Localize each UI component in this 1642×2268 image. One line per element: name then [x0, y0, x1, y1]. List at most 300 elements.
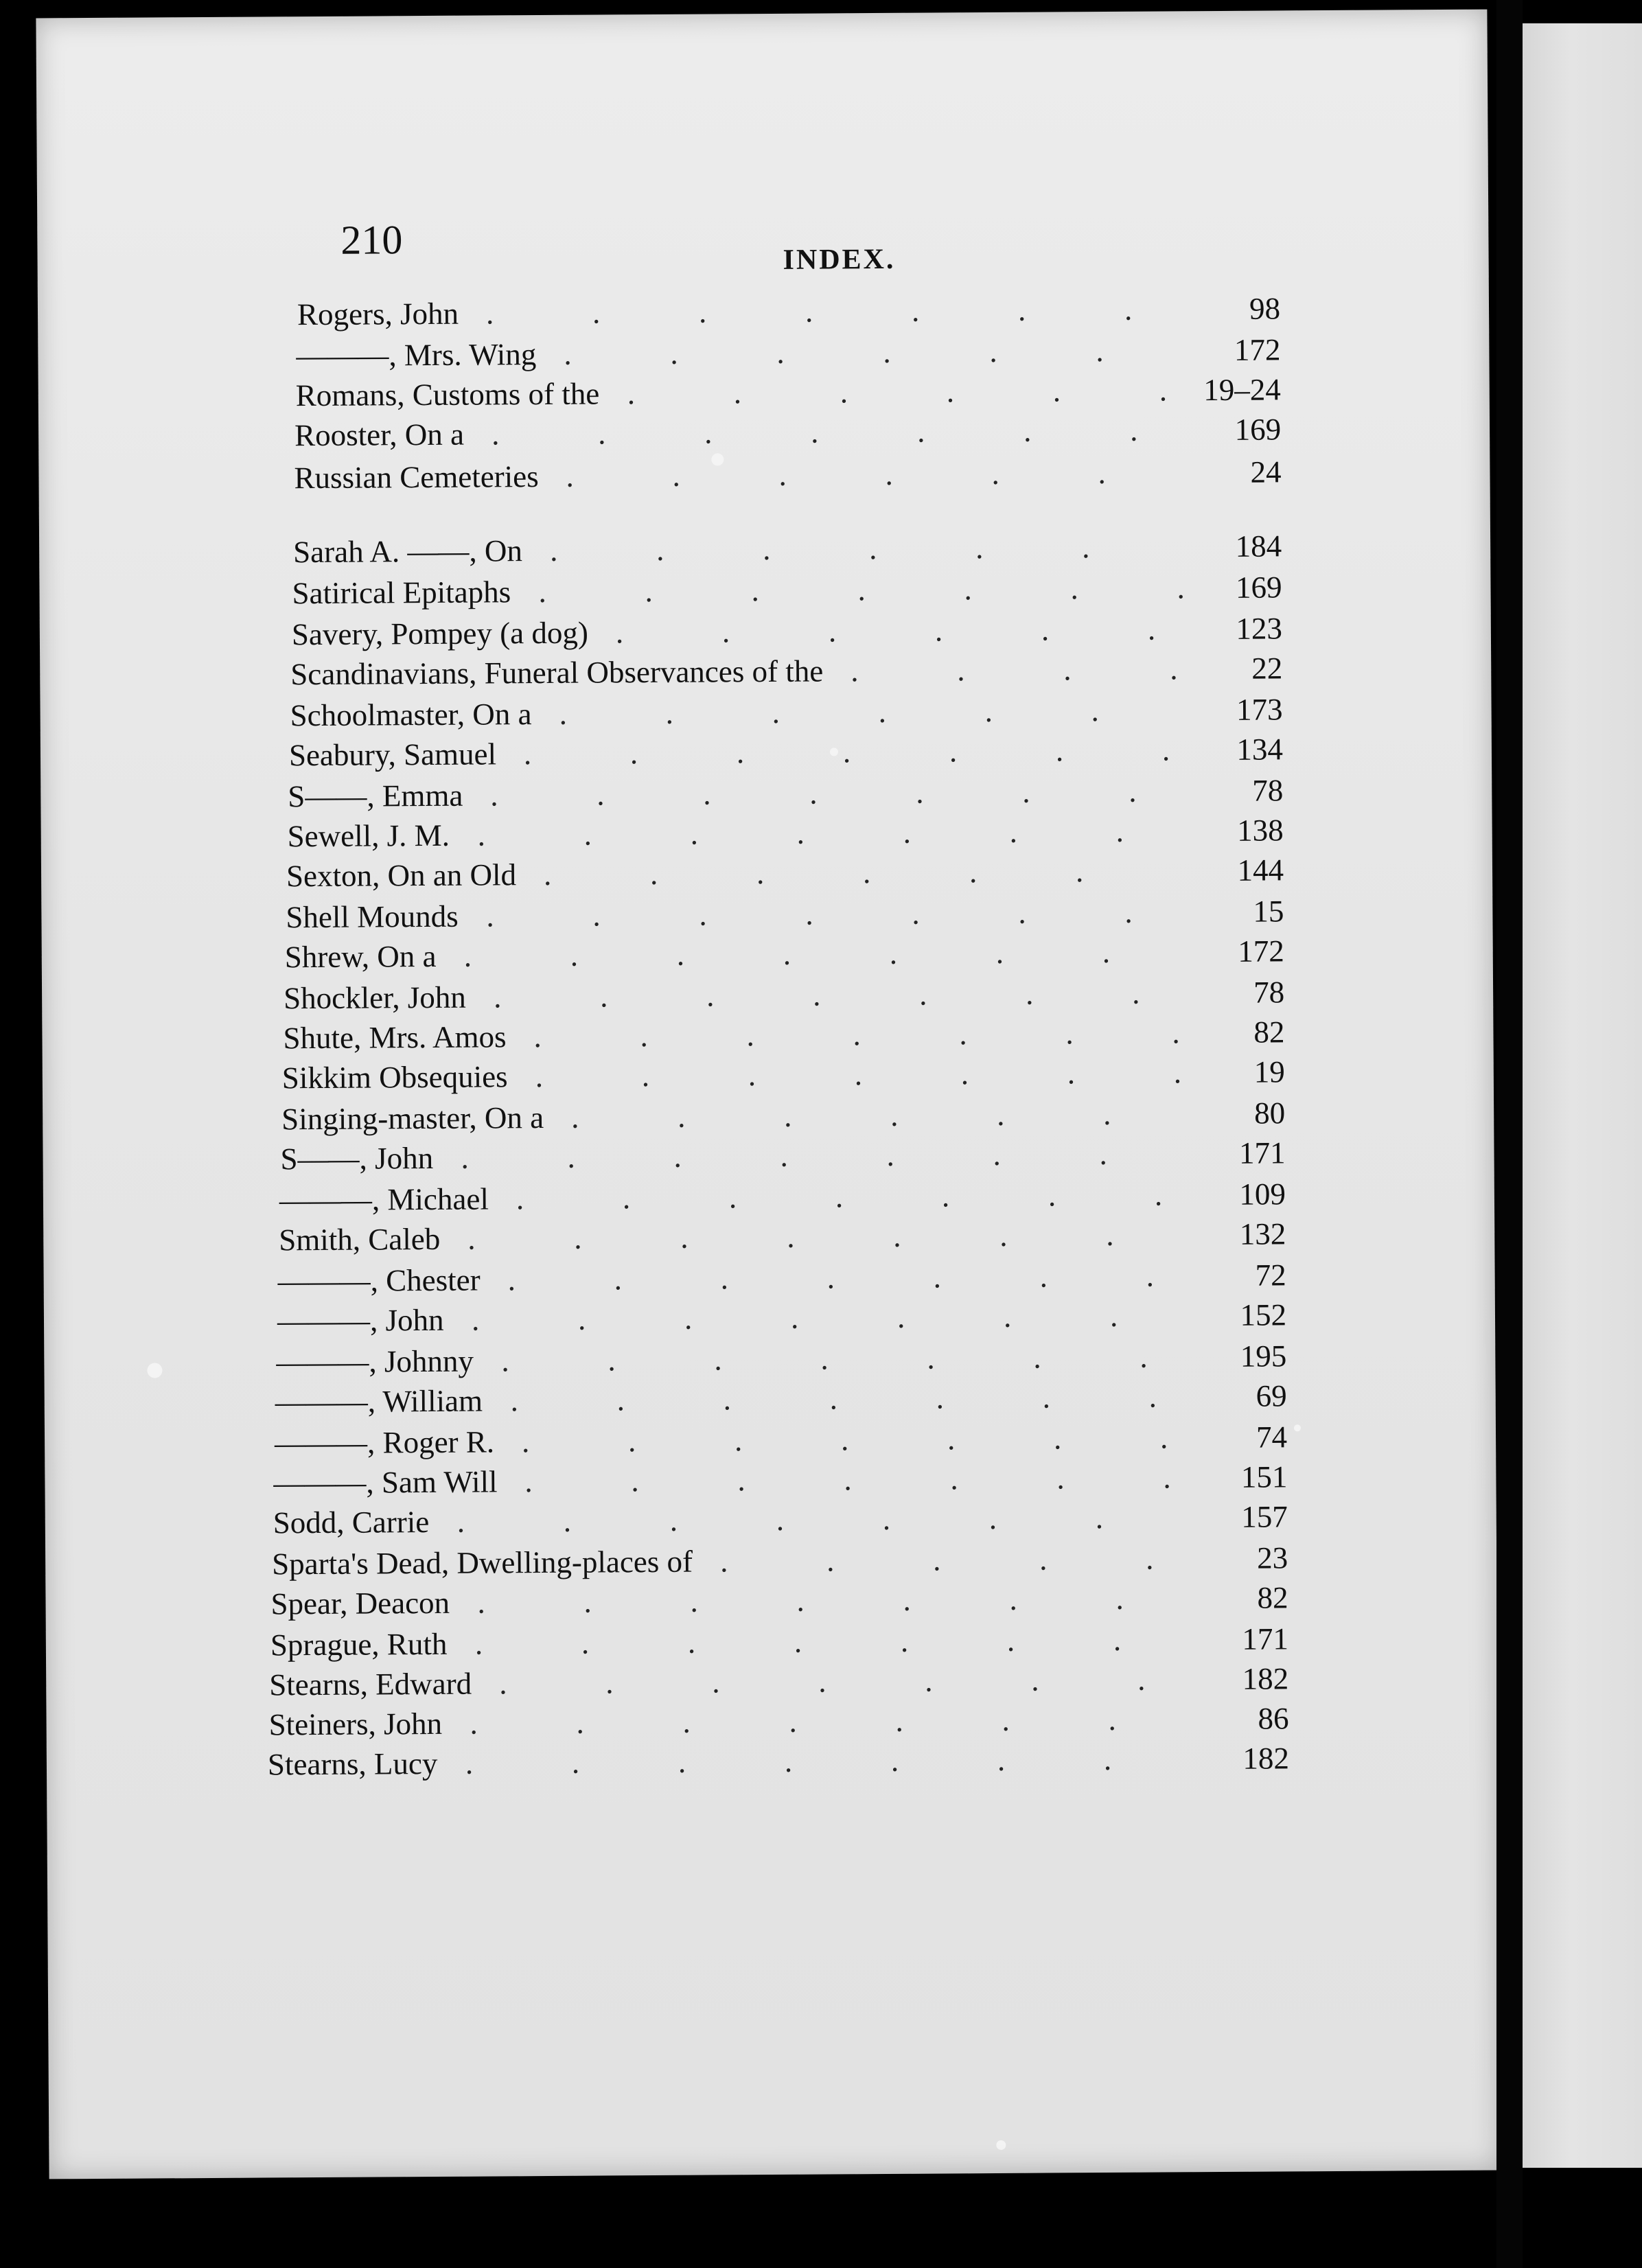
- dot-leader: .: [912, 896, 920, 931]
- dot-leader: .: [900, 1623, 909, 1658]
- dot-leader: .: [499, 1666, 507, 1701]
- index-entry-label: Sarah A. ——, On: [293, 533, 523, 570]
- dot-leader: .: [501, 1343, 509, 1378]
- dot-leader: .: [583, 1584, 592, 1619]
- dot-leader: .: [829, 1381, 838, 1416]
- dot-leader: .: [780, 1138, 788, 1173]
- dot-leader: .: [682, 1704, 691, 1739]
- dot-leader: .: [1055, 733, 1064, 768]
- dot-leader: .: [1124, 292, 1133, 327]
- dot-leader: .: [810, 415, 819, 450]
- index-entry: [294, 411, 1281, 459]
- dot-leader: .: [676, 937, 685, 972]
- dot-leader: .: [463, 938, 472, 973]
- dot-leader: .: [538, 574, 546, 610]
- dot-leader: .: [706, 978, 715, 1013]
- dot-leader: .: [703, 776, 711, 811]
- dot-leader: .: [933, 1260, 942, 1295]
- dot-leader: .: [762, 531, 771, 567]
- dot-leader: .: [629, 736, 638, 771]
- dot-leader: .: [776, 335, 785, 370]
- dot-leader: .: [868, 531, 877, 566]
- dot-leader: .: [995, 935, 1004, 970]
- dot-leader: .: [1154, 1177, 1163, 1212]
- dot-leader: .: [1033, 1340, 1041, 1375]
- index-entry-page-number: 171: [1238, 1135, 1286, 1170]
- index-entry-page-number: 69: [1256, 1378, 1287, 1413]
- dot-leader: .: [721, 614, 730, 649]
- dot-leader: .: [969, 855, 978, 890]
- dot-leader: .: [946, 374, 955, 409]
- dot-leader: .: [737, 1463, 745, 1498]
- index-entry-page-number: 82: [1257, 1580, 1288, 1615]
- dot-leader: .: [1148, 1379, 1157, 1414]
- dot-leader: .: [934, 613, 943, 648]
- dot-leader: .: [897, 1299, 905, 1334]
- page-number: 210: [340, 217, 403, 263]
- dot-leader: .: [576, 1705, 584, 1740]
- dot-leader: .: [614, 1262, 623, 1297]
- running-head: INDEX.: [783, 243, 896, 276]
- index-entry-label: Shrew, On a: [284, 938, 437, 975]
- index-entry: [290, 650, 1282, 697]
- index-entry-label: Sikkim Obsequies: [281, 1059, 508, 1096]
- dot-leader: .: [794, 1624, 802, 1659]
- dot-leader: .: [678, 1744, 686, 1779]
- dot-leader: .: [984, 693, 993, 729]
- dot-leader: .: [756, 856, 765, 891]
- dot-leader: .: [960, 1056, 969, 1091]
- dot-leader: .: [510, 1383, 519, 1418]
- dot-leader: .: [690, 1584, 698, 1619]
- dot-leader: .: [559, 696, 568, 731]
- index-entry: [279, 1216, 1286, 1263]
- index-entry-page-number: 173: [1236, 692, 1283, 727]
- index-entry-label: Savery, Pompey (a dog): [291, 615, 589, 652]
- index-entry-label: Scandinavians, Funeral Observances of the: [290, 653, 824, 692]
- dot-leader: .: [615, 615, 624, 650]
- dot-leader: .: [574, 1220, 582, 1256]
- dot-leader: .: [911, 293, 920, 328]
- dot-leader: .: [826, 1260, 835, 1295]
- dot-leader: .: [486, 899, 494, 934]
- dot-leader: .: [567, 1139, 575, 1174]
- index-entry-page-number: 19: [1253, 1054, 1285, 1089]
- dot-leader: .: [723, 1382, 732, 1417]
- index-entry-label: Singing-master, On a: [281, 1100, 544, 1137]
- dot-leader: .: [886, 1137, 894, 1172]
- dot-leader: .: [641, 1058, 650, 1094]
- dot-leader: .: [734, 1423, 743, 1458]
- dot-leader: .: [903, 1582, 911, 1617]
- index-entry-page-number: 80: [1254, 1096, 1286, 1131]
- dot-leader: .: [698, 294, 707, 329]
- index-entry-page-number: 72: [1255, 1258, 1286, 1293]
- dot-leader: .: [720, 1261, 729, 1296]
- index-entry-page-number: 86: [1258, 1701, 1289, 1736]
- dot-leader: .: [490, 778, 498, 813]
- dot-leader: .: [746, 1018, 754, 1053]
- dot-leader: .: [474, 1626, 483, 1661]
- dot-leader: .: [581, 1625, 590, 1660]
- dot-leader: .: [1031, 1663, 1039, 1698]
- dot-leader: .: [812, 977, 821, 1012]
- index-entry-page-number: 24: [1250, 454, 1282, 489]
- dot-leader: .: [712, 1665, 720, 1700]
- dot-leader: .: [1096, 333, 1104, 369]
- dot-leader: .: [1009, 1582, 1017, 1617]
- index-entry-page-number: 195: [1240, 1339, 1287, 1374]
- dot-leader: .: [687, 1625, 696, 1660]
- dot-leader: .: [673, 1139, 682, 1174]
- dot-leader: .: [627, 1424, 636, 1459]
- book-gutter: [1496, 0, 1523, 2268]
- dot-leader: .: [784, 1744, 793, 1779]
- dot-leader: .: [728, 1180, 737, 1215]
- paper-speck: [830, 748, 838, 756]
- dot-leader: .: [672, 458, 680, 493]
- index-entry-page-number: 138: [1237, 813, 1284, 848]
- index-entry: [292, 569, 1282, 616]
- dot-leader: .: [1113, 1622, 1122, 1657]
- dot-leader: .: [1177, 570, 1185, 605]
- dot-leader: .: [947, 1422, 956, 1457]
- index-entry-label: Schoolmaster, On a: [290, 697, 532, 733]
- index-entry-page-number: 132: [1239, 1216, 1286, 1251]
- dot-leader: .: [1109, 1298, 1118, 1333]
- dot-leader: .: [1103, 1096, 1111, 1132]
- dot-leader: .: [784, 1098, 792, 1133]
- paper-speck: [711, 453, 724, 465]
- dot-leader: .: [828, 614, 837, 649]
- index-entry-label: Russian Cemeteries: [294, 459, 539, 496]
- dot-leader: .: [1163, 1460, 1171, 1495]
- dot-leader: .: [1172, 1015, 1180, 1050]
- index-entry: [280, 1135, 1285, 1182]
- dot-leader: .: [516, 1181, 524, 1216]
- index-entry-page-number: 144: [1237, 853, 1284, 888]
- dot-leader: .: [941, 1179, 950, 1214]
- index-entry-page-number: 172: [1238, 934, 1284, 969]
- dot-leader: .: [826, 1543, 835, 1578]
- dot-leader: .: [521, 1424, 530, 1459]
- dot-leader: .: [622, 1181, 631, 1216]
- dot-leader: .: [1095, 1501, 1104, 1536]
- dot-leader: .: [1137, 1662, 1146, 1697]
- paper-speck: [996, 2140, 1006, 2150]
- index-entry-label: Stearns, Lucy: [267, 1746, 438, 1782]
- dot-leader: .: [925, 1663, 933, 1698]
- dot-leader: .: [1006, 1623, 1015, 1658]
- dot-leader: .: [1056, 1461, 1065, 1496]
- index-entry-label: Seabury, Samuel: [288, 737, 497, 773]
- dot-leader: .: [1041, 612, 1050, 647]
- dot-leader: .: [665, 695, 674, 730]
- dot-leader: .: [809, 776, 818, 811]
- dot-leader: .: [1098, 455, 1106, 491]
- dot-leader: .: [1039, 1542, 1048, 1577]
- dot-leader: .: [733, 375, 742, 410]
- index-entry: [275, 1378, 1287, 1425]
- dot-leader: .: [645, 574, 653, 609]
- dot-leader: .: [704, 415, 713, 450]
- dot-leader: .: [1161, 732, 1170, 767]
- facing-page-edge: [1523, 23, 1642, 2168]
- dot-leader: .: [1053, 1421, 1062, 1456]
- dot-leader: .: [1081, 530, 1090, 565]
- index-entry-label: ———, Michael: [279, 1181, 489, 1218]
- index-entry-page-number: 15: [1253, 894, 1284, 929]
- index-entry: [293, 528, 1282, 575]
- dot-leader: .: [840, 375, 848, 410]
- dot-leader: .: [1115, 813, 1124, 848]
- dot-leader: .: [656, 532, 664, 567]
- index-entry: [297, 290, 1280, 338]
- paper-speck: [1294, 1424, 1301, 1431]
- index-entry-label: Spear, Deacon: [270, 1585, 450, 1621]
- dot-leader: .: [842, 734, 851, 769]
- dot-leader: .: [885, 456, 893, 491]
- dot-leader: .: [789, 1704, 797, 1739]
- index-entry-page-number: 82: [1253, 1015, 1285, 1050]
- dot-leader: .: [778, 457, 787, 492]
- dot-leader: .: [783, 936, 791, 971]
- dot-leader: .: [485, 296, 494, 331]
- dot-leader: .: [592, 898, 601, 933]
- dot-leader: .: [467, 1221, 476, 1256]
- dot-leader: .: [964, 572, 972, 607]
- dot-leader: .: [895, 1703, 903, 1738]
- index-entry-label: Shute, Mrs. Amos: [283, 1019, 507, 1056]
- dot-leader: .: [997, 1097, 1005, 1132]
- dot-leader: .: [1075, 854, 1084, 889]
- index-entry-page-number: 171: [1242, 1621, 1289, 1656]
- dot-leader: .: [669, 1503, 678, 1538]
- index-entry-page-number: 109: [1239, 1177, 1286, 1212]
- dot-leader: .: [1145, 1541, 1154, 1576]
- dot-leader: .: [1173, 1055, 1182, 1090]
- dot-leader: .: [959, 1017, 967, 1052]
- dot-leader: .: [1091, 693, 1099, 728]
- dot-leader: .: [605, 1665, 614, 1700]
- dot-leader: .: [1108, 1702, 1116, 1737]
- index-entry-label: ———, Chester: [277, 1262, 481, 1299]
- dot-leader: .: [993, 1137, 1001, 1172]
- index-entry: [277, 1297, 1286, 1344]
- dot-leader: .: [736, 735, 745, 770]
- dot-leader: .: [805, 294, 813, 329]
- dot-leader: .: [903, 815, 912, 850]
- dot-leader: .: [988, 1501, 997, 1536]
- dot-leader: .: [1140, 1339, 1148, 1374]
- dot-leader: .: [1106, 1217, 1114, 1252]
- dot-leader: .: [678, 1099, 686, 1134]
- index-entry: [270, 1579, 1288, 1627]
- index-entry-label: Stearns, Edward: [269, 1666, 472, 1702]
- dot-leader: .: [670, 336, 678, 371]
- dot-leader: .: [1159, 1420, 1168, 1455]
- index-entry-label: Rooster, On a: [294, 417, 465, 453]
- index-entry: [285, 933, 1284, 980]
- dot-leader: .: [680, 1220, 689, 1255]
- dot-leader: .: [493, 980, 502, 1015]
- dot-leader: .: [1103, 1741, 1112, 1777]
- dot-leader: .: [1146, 1258, 1155, 1293]
- dot-leader: .: [840, 1422, 849, 1457]
- dot-leader: .: [1009, 814, 1018, 849]
- dot-leader: .: [851, 653, 859, 688]
- dot-leader: .: [507, 1262, 516, 1297]
- dot-leader: .: [927, 1341, 935, 1376]
- index-entry: [268, 1740, 1289, 1787]
- dot-leader: .: [720, 1544, 728, 1579]
- dot-leader: .: [564, 336, 572, 371]
- dot-leader: .: [627, 376, 636, 411]
- dot-leader: .: [699, 897, 707, 932]
- index-entry-page-number: 184: [1235, 529, 1282, 564]
- index-entry-label: Romans, Customs of the: [295, 376, 600, 413]
- index-entry-page-number: 172: [1234, 332, 1281, 367]
- index-entry-label: ———, John: [277, 1302, 444, 1339]
- dot-leader: .: [1063, 652, 1072, 687]
- dot-leader: .: [456, 1504, 465, 1539]
- dot-leader: .: [583, 817, 592, 852]
- dot-leader: .: [989, 334, 997, 369]
- dot-leader: .: [999, 1218, 1008, 1253]
- index-entry-label: Rogers, John: [297, 296, 459, 332]
- index-entry-label: Sodd, Carrie: [273, 1505, 430, 1540]
- dot-leader: .: [844, 1462, 852, 1497]
- index-entry-label: Steiners, John: [268, 1706, 443, 1742]
- dot-leader: .: [1065, 1016, 1074, 1051]
- index-entry-page-number: 74: [1256, 1420, 1288, 1455]
- dot-leader: .: [592, 295, 601, 330]
- index-entry-page-number: 169: [1235, 570, 1282, 605]
- dot-leader: .: [1129, 413, 1138, 448]
- index-entry: [273, 1498, 1288, 1546]
- index-entry-label: ———, William: [275, 1383, 483, 1420]
- dot-leader: .: [748, 1058, 756, 1093]
- dot-leader: .: [1102, 934, 1111, 970]
- index-entry-page-number: 157: [1241, 1499, 1288, 1534]
- dot-leader: .: [882, 1501, 891, 1536]
- index-entry-label: ———, Sam Will: [273, 1464, 498, 1501]
- dot-leader: .: [1025, 976, 1034, 1011]
- dot-leader: .: [818, 1664, 826, 1699]
- dot-leader: .: [790, 1300, 799, 1335]
- dot-leader: .: [1022, 774, 1030, 809]
- dot-leader: .: [599, 979, 608, 1014]
- book-page: [36, 10, 1500, 2179]
- index-entry-page-number: 151: [1240, 1459, 1288, 1494]
- index-entry-label: Smith, Caleb: [279, 1221, 441, 1258]
- index-entry-label: Sewell, J. M.: [287, 818, 450, 854]
- dot-leader: .: [916, 414, 925, 449]
- dot-leader: .: [893, 1218, 901, 1253]
- dot-leader: .: [1129, 774, 1137, 809]
- index-entry-page-number: 23: [1256, 1540, 1288, 1575]
- index-entry: [282, 1054, 1285, 1101]
- dot-leader: .: [862, 855, 871, 890]
- dot-leader: .: [566, 459, 574, 494]
- dot-leader: .: [883, 334, 891, 369]
- index-entry: [294, 454, 1281, 501]
- dot-leader: .: [853, 1017, 861, 1052]
- index-entry-page-number: 123: [1236, 611, 1283, 646]
- dot-leader: .: [805, 896, 813, 931]
- dot-leader: .: [796, 815, 805, 850]
- dot-leader: .: [571, 1745, 580, 1780]
- index-entry-label: Shockler, John: [283, 980, 466, 1016]
- dot-leader: .: [1052, 373, 1061, 408]
- dot-leader: .: [570, 938, 579, 973]
- dot-leader: .: [1048, 1178, 1056, 1213]
- index-entry-label: Sexton, On an Old: [286, 857, 517, 894]
- dot-leader: .: [714, 1342, 722, 1377]
- dot-leader: .: [854, 1057, 863, 1092]
- dot-leader: .: [932, 1542, 941, 1577]
- dot-leader: .: [461, 1140, 469, 1175]
- index-entry-page-number: 78: [1252, 773, 1284, 808]
- dot-leader: .: [571, 1100, 579, 1135]
- index-entry-page-number: 134: [1236, 732, 1284, 767]
- dot-leader: .: [597, 416, 606, 451]
- dot-leader: .: [1131, 975, 1140, 1010]
- index-entry-label: Shell Mounds: [286, 899, 459, 935]
- index-entry-label: S——, Emma: [288, 778, 463, 814]
- dot-leader: .: [835, 1179, 844, 1214]
- index-entry-label: ———, Mrs. Wing: [296, 337, 537, 373]
- dot-leader: .: [470, 1706, 478, 1741]
- index-entry-page-number: 19–24: [1203, 372, 1281, 408]
- index-entry-page-number: 182: [1242, 1741, 1290, 1776]
- index-list: [36, 10, 1500, 2179]
- dot-leader: .: [1042, 1380, 1051, 1415]
- dot-leader: .: [916, 775, 924, 810]
- dot-leader: .: [975, 531, 984, 566]
- index-entry-label: ———, Johnny: [276, 1343, 474, 1380]
- index-entry-page-number: 98: [1249, 291, 1281, 326]
- index-entry-page-number: 78: [1253, 975, 1285, 1010]
- index-entry-label: S——, John: [280, 1140, 434, 1177]
- dot-leader: .: [1115, 1581, 1124, 1616]
- dot-leader: .: [1067, 1056, 1076, 1091]
- dot-leader: .: [1017, 292, 1026, 327]
- dot-leader: .: [787, 1219, 795, 1254]
- dot-leader: .: [640, 1019, 648, 1054]
- dot-leader: .: [796, 1583, 805, 1618]
- dot-leader: .: [991, 456, 999, 491]
- dot-leader: .: [1018, 895, 1026, 930]
- dot-leader: .: [684, 1301, 693, 1336]
- dot-leader: .: [878, 694, 887, 730]
- index-entry: [289, 731, 1283, 778]
- index-entry-label: ———, Roger R.: [274, 1424, 495, 1461]
- dot-leader: .: [918, 977, 927, 1012]
- dot-leader: .: [471, 1302, 480, 1337]
- dot-leader: .: [751, 573, 759, 608]
- dot-leader: .: [608, 1343, 616, 1378]
- dot-leader: .: [936, 1380, 945, 1415]
- index-entry-label: Sparta's Dead, Dwelling-places of: [272, 1544, 693, 1582]
- dot-leader: .: [949, 734, 958, 769]
- dot-leader: .: [477, 1585, 485, 1620]
- dot-leader: .: [772, 695, 780, 730]
- dot-leader: .: [550, 533, 558, 568]
- dot-leader: .: [1070, 571, 1078, 606]
- dot-leader: .: [776, 1502, 785, 1537]
- dot-leader: .: [533, 1019, 542, 1054]
